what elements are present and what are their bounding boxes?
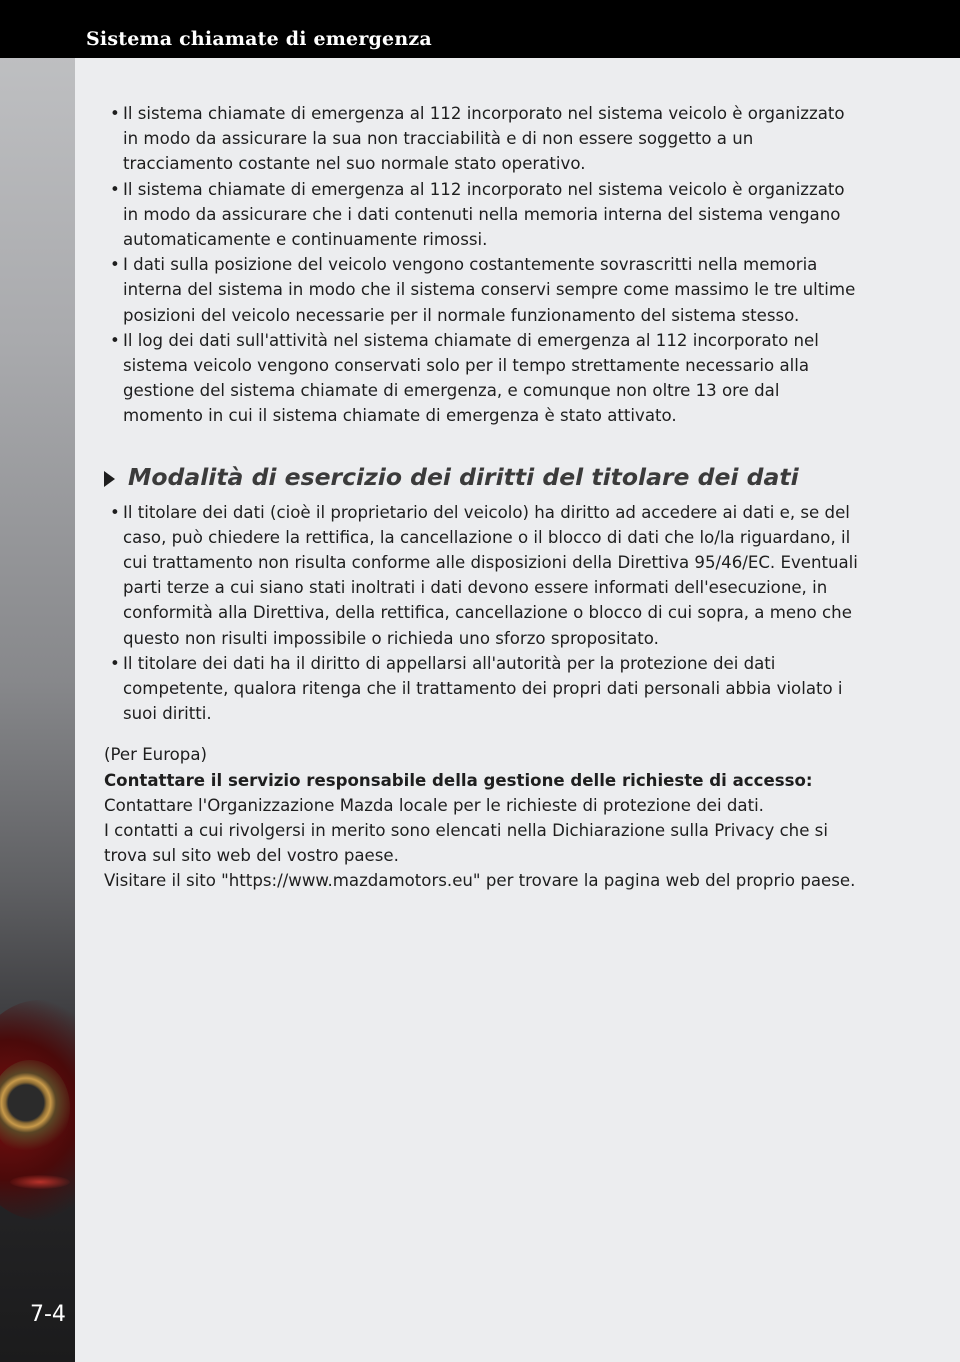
contact-heading: Contattare il servizio responsabile della gestione delle richieste di accesso: [104, 770, 813, 790]
contact-line: I contatti a cui rivolgersi in merito sono elencati nella Dichiarazione sulla Privacy che si trova sul sito web del vostro paese. [104, 821, 828, 866]
bullet-item: • Il titolare dei dati ha il diritto di appellarsi all'autorità per la protezione dei dati competente, qualora ritenga che il trattamento dei propri dati personali abbia violato i suoi diritti. [104, 651, 864, 727]
header-title: Sistema chiamate di emergenza [86, 28, 432, 50]
bullet-icon: • [110, 104, 120, 123]
bullet-icon: • [110, 502, 120, 522]
contact-line: Visitare il sito "https://www.mazdamotors.eu" per trovare la pagina web del proprio paese. [104, 871, 856, 891]
page-content [104, 101, 864, 894]
bullet-item: • Il titolare dei dati (cioè il proprietario del veicolo) ha diritto ad accedere ai dati e, se del caso, può chiedere la rettifica, la cancellazione o il blocco di dati che lo/la riguardano, il cui trattamento non risulta conforme alle disposizioni della Direttiva 95/46/EC. Eventuali parti terze a cui siano stati inoltrati i dati devono essere informati dell'esecuzione, in conformità alla Direttiva, della rettifica, cancellazione o blocco di cui sopra, a meno che questo non risulti impossibile o richieda uno sforzo spropositato. [104, 500, 864, 651]
triangle-marker-icon [104, 471, 115, 487]
bullet-icon: • [110, 179, 120, 199]
taillight-glow [10, 1175, 70, 1189]
bullet-icon: • [110, 653, 120, 673]
sidebar-photo-strip [0, 0, 75, 1362]
bullet-icon: • [110, 330, 120, 350]
bullet-item: • I dati sulla posizione del veicolo vengono costantemente sovrascritti nella memoria interna del sistema in modo che il sistema conservi sempre come massimo le tre ultime posizioni del veicolo necessarie per il normale funzionamento del sistema stesso. [104, 252, 864, 328]
page-header [0, 0, 960, 58]
bullet-item: • Il sistema chiamate di emergenza al 112 incorporato nel sistema veicolo è organizzato in modo da assicurare che i dati contenuti nella memoria interna del sistema vengano automaticamente e continuamente rimossi. [104, 177, 864, 253]
section-heading: Modalità di esercizio dei diritti del titolare dei dati [104, 462, 864, 492]
bullet-list-privacy [104, 101, 864, 429]
bullet-icon: • [110, 255, 120, 275]
contact-block [104, 742, 864, 893]
page-number: 7-4 [30, 1302, 66, 1327]
region-note: (Per Europa) [104, 745, 207, 765]
contact-line: Contattare l'Organizzazione Mazda locale per le richieste di protezione dei dati. [104, 795, 764, 815]
bullet-item: • Il sistema chiamate di emergenza al 112 incorporato nel sistema veicolo è organizzato in modo da assicurare la sua non tracciabilità e di non essere soggetto a un tracciamento costante nel suo normale stato operativo. [104, 101, 864, 177]
bullet-list-rights [104, 500, 864, 727]
bullet-item: • Il log dei dati sull'attività nel sistema chiamate di emergenza al 112 incorporato nel sistema veicolo vengono conservati solo per il tempo strettamente necessario alla gestione del sistema chiamate di emergenza, e comunque non oltre 13 ore dal momento in cui il sistema chiamate di emergenza è stato attivato. [104, 328, 864, 429]
